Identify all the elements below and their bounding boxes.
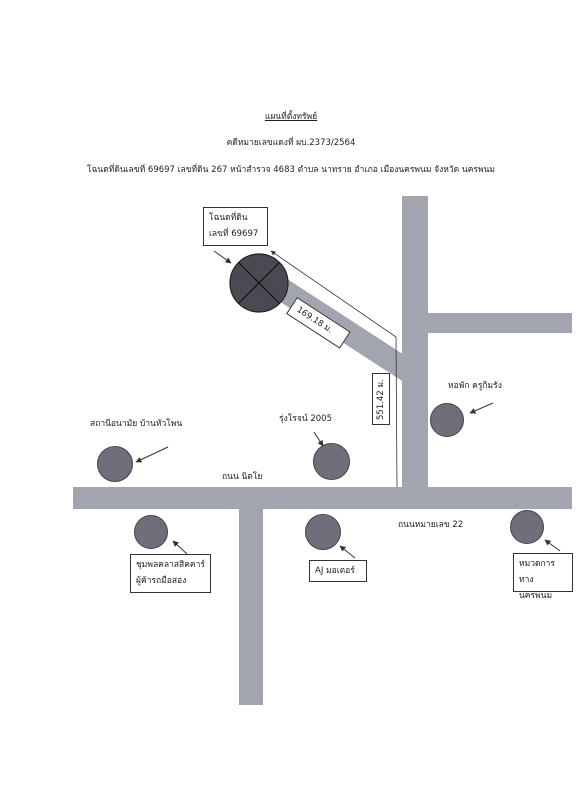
transport-co-line1: ชุมพลคลาสสิคคาร์ [136, 560, 205, 570]
arrow-health-station [136, 447, 168, 462]
main-road-label: ถนน นิตโย [222, 472, 263, 482]
aj-motor-label: AJ มอเตอร์ [309, 560, 367, 582]
case-number: คดีหมายเลขแดงที่ ผบ.2373/2564 [226, 138, 356, 148]
transport-co-line2: ผู้ค้ารถมือสอง [136, 576, 187, 586]
deed-description: โฉนดที่ดินเลขที่ 69697 เลขที่ดิน 267 หน้าสำรวจ 4683 ตำบล นาทราย อำเภอ เมืองนครพนม จังหวัด นครพนม [87, 165, 495, 175]
dormitory-label: หอพัก ครูกิมรัง [448, 381, 502, 391]
arrow-transport-co [173, 541, 187, 554]
landmark-rung-rojana [313, 443, 350, 480]
highway-line2: นครพนม [519, 591, 553, 601]
plot-label-line2: เลขที่ 69697 [209, 229, 259, 239]
transport-co-label [130, 554, 211, 593]
arrow-plot [214, 251, 231, 263]
landmark-health-station [97, 446, 133, 482]
arrow-rung-rojana [314, 432, 323, 446]
road-22-label: ถนนหมายเลข 22 [398, 520, 464, 530]
health-station-label: สถานีอนามัย บ้านหัวโพน [90, 419, 183, 429]
plot-label [203, 207, 268, 246]
vertical-measure-line [396, 337, 397, 487]
landmark-dormitory [430, 403, 464, 437]
arrow-dormitory [470, 403, 493, 413]
vertical-measurement-label: 551.42 ม. [372, 373, 390, 425]
diagonal-measurement-label: 169.18 ม. [286, 297, 351, 349]
highway-line1: หมวดการทาง [519, 559, 555, 585]
map-title: แผนที่ตั้งทรัพย์ [264, 112, 318, 122]
highway-label [513, 553, 573, 601]
plot-label-line1: โฉนดที่ดิน [209, 213, 248, 223]
landmark-transport-co [134, 515, 168, 549]
landmark-highway [510, 510, 544, 544]
arrow-highway [545, 540, 560, 551]
landmark-aj-motor [305, 514, 341, 550]
arrow-aj-motor [340, 546, 355, 558]
rung-rojana-label: รุ่งโรจน์ 2005 [279, 414, 332, 424]
